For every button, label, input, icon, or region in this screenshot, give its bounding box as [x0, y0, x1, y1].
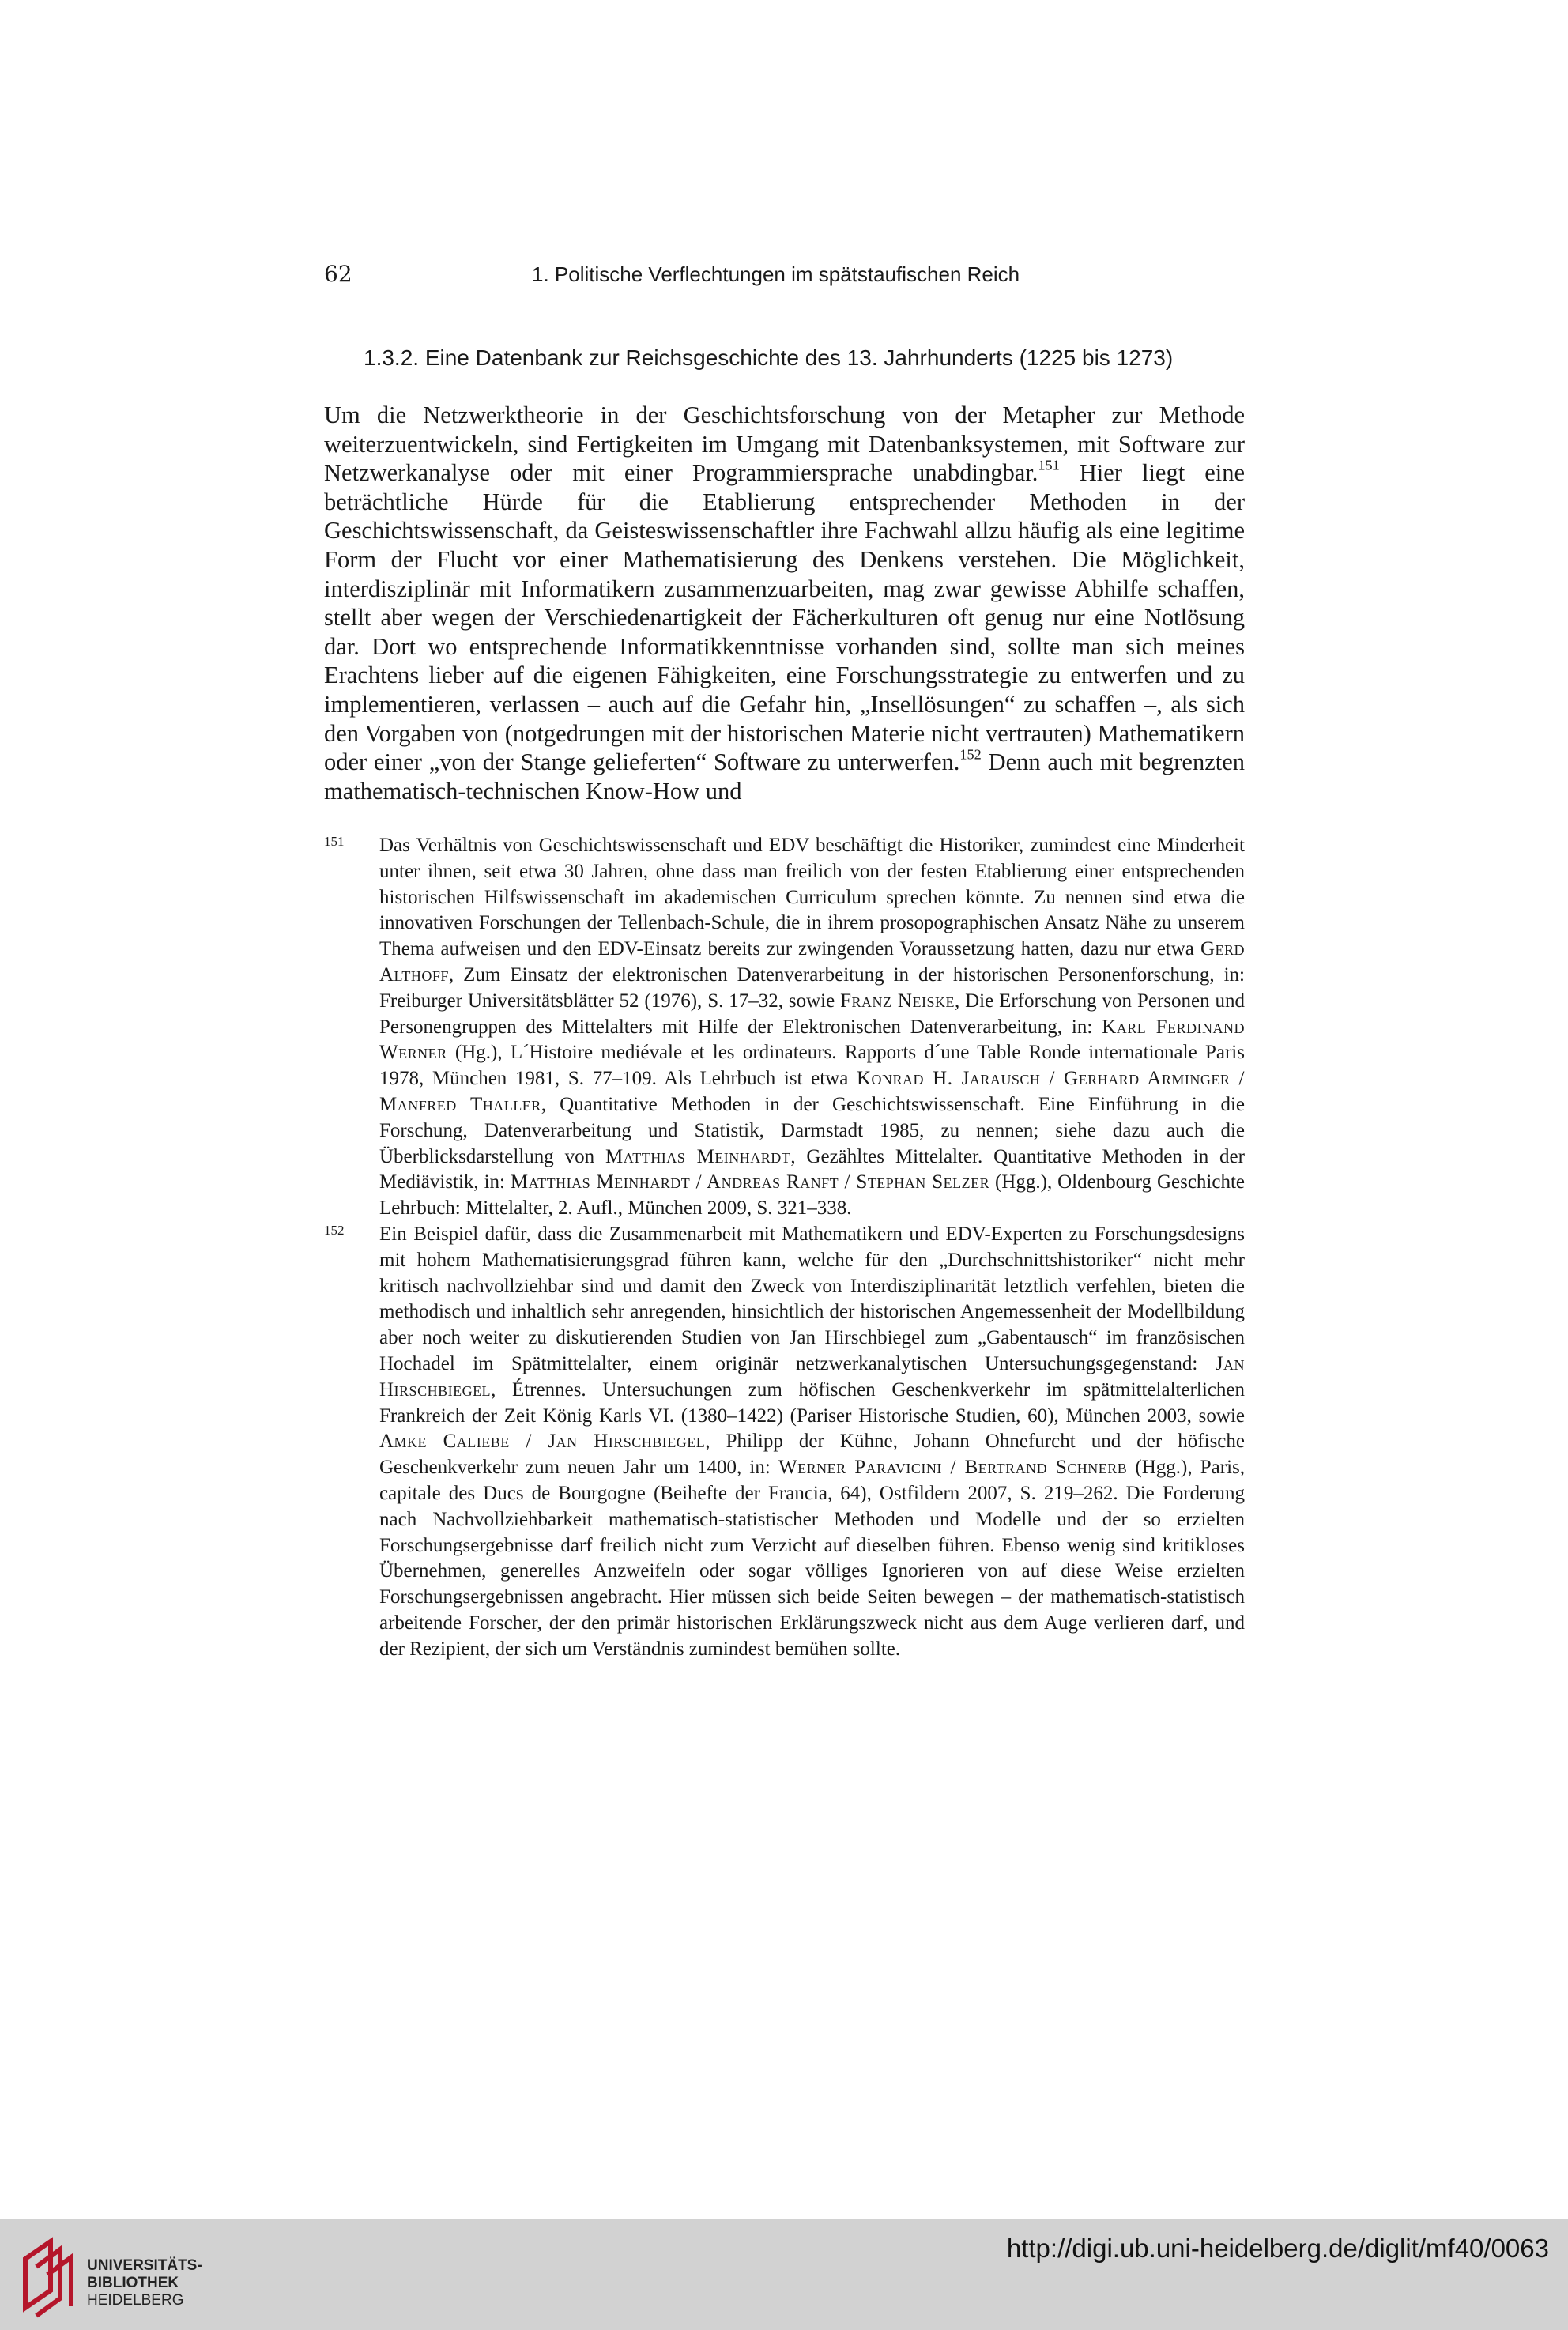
running-head: 1. Politische Verflechtungen im spätstaufischen Reich: [532, 262, 1020, 286]
footnote-151: [324, 833, 1245, 1222]
footnote-text: [379, 1222, 1245, 1663]
footnotes: [324, 833, 1245, 1663]
library-logo[interactable]: [19, 2235, 248, 2322]
library-logo-icon: [19, 2235, 82, 2321]
footnote-text-part: , Quantitative Methoden in der Geschichtswissenschaft. Eine Einführung in die Forschung, Datenverarbeitung und Statistik, Darmstadt 1985, zu nennen; siehe dazu auch die Überblicksdarstellung von: [379, 1093, 1245, 1167]
author-name: Matthias Meinhardt: [605, 1145, 791, 1167]
footnote-152: [324, 1222, 1245, 1663]
footnote-number: 151: [324, 834, 345, 849]
footnote-text-part: , Étrennes. Untersuchungen zum höfischen Geschenkverkehr im spätmittelalterlichen Frankreich der Zeit König Karls VI. (1380–1422) (Pariser Historische Studien, 60), München 2003, sowie: [379, 1378, 1245, 1427]
footnote-text-part: , Zum Einsatz der elektronischen Datenverarbeitung in der historischen Personenforschung, in: Freiburger Universitätsblätter 52 (1976), S. 17–32, sowie: [379, 963, 1245, 1012]
body-text-part: Um die Netzwerktheorie in der Geschichtsforschung von der Metapher zur Methode weiterzuentwickeln, sind Fertigkeiten im Umgang mit Datenbanksystemen, mit Software zur Netzwerkanalyse oder mit einer Programmiersprache unabdingbar.: [324, 402, 1245, 487]
logo-line: UNIVERSITÄTS-: [87, 2257, 202, 2274]
author-name: Matthias Meinhardt / Andreas Ranft / Stephan Selzer: [510, 1171, 990, 1193]
footnote-text-part: (Hgg.), Oldenbourg Geschichte Lehrbuch: Mittelalter, 2. Aufl., München 2009, S. 321–338.: [379, 1171, 1245, 1220]
footnote-number: 152: [324, 1222, 345, 1238]
author-name: Jan Hirschbiegel: [379, 1352, 1245, 1401]
logo-line: BIBLIOTHEK: [87, 2275, 179, 2291]
library-logo-text: [87, 2257, 202, 2309]
page-number: 62: [324, 261, 352, 287]
author-name: Franz Neiske: [840, 990, 955, 1012]
footnote-text-part: , Die Erforschung von Personen und Personengruppen des Mittelalters mit Hilfe der Elektronischen Datenverarbeitung, in:: [379, 990, 1245, 1038]
author-name: Karl Ferdinand Werner: [379, 1016, 1246, 1064]
author-name: Werner Paravicini / Bertrand Schnerb: [778, 1457, 1128, 1479]
footnote-text-part: Das Verhältnis von Geschichtswissenschaft und EDV beschäftigt die Historiker, zumindest eine Minderheit unter ihnen, seit etwa 30 Jahren, ohne dass man freilich von der festen Etablierung einer entsprechenden historischen Hilfswissenschaft im akademischen Curriculum sprechen könnte. Zu nennen sind etwa die innovativen Forschungen der Tellenbach-Schule, die in ihrem prosopographischen Ansatz Nähe zu unserem Thema aufweisen und den EDV-Einsatz bereits zur zwingenden Voraussetzung hatten, dazu nur etwa: [379, 835, 1245, 960]
body-paragraph: [324, 401, 1245, 805]
footnote-text-part: , Gezähltes Mittelalter. Quantitative Methoden in der Mediävistik, in:: [379, 1145, 1245, 1193]
author-name: Konrad H. Jarausch / Gerhard Arminger / Manfred Thaller: [379, 1068, 1245, 1115]
footnote-ref-152[interactable]: 152: [959, 746, 982, 763]
footnote-text-part: (Hg.), L´Histoire mediévale et les ordinateurs. Rapports d´une Table Ronde internationale Paris 1978, München 1981, S. 77–109. Als Lehrbuch ist etwa: [379, 1042, 1245, 1090]
body-text-part: Denn auch mit begrenzten mathematisch-technischen Know-How und: [324, 748, 1245, 805]
author-name: Gerd Althoff: [379, 938, 1245, 986]
footnote-ref-151[interactable]: 151: [1038, 457, 1060, 473]
footnote-text: [379, 833, 1245, 1222]
body-text-part: Hier liegt eine beträchtliche Hürde für die Etablierung entsprechender Methoden in der Geschichtswissenschaft, da Geisteswissenschaftler ihre Fachwahl allzu häufig als eine legitime Form der Flucht vor einer Mathematisierung des Denkens verstehen. Die Möglichkeit, interdisziplinär mit Informatikern zusammenzuarbeiten, mag zwar gewisse Abhilfe schaffen, stellt aber wegen der Verschiedenartigkeit der Fächerkulturen oft genug nur eine Notlösung dar. Dort wo entsprechende Informatikkenntnisse vorhanden sind, sollte man sich meines Erachtens lieber auf die eigenen Fähigkeiten, eine Forschungsstrategie zu entwerfen und zu implementieren, verlassen – auch auf die Gefahr hin, „Insellösungen“ zu schaffen –, als sich den Vorgaben von (notgedrungen mit der historischen Materie nicht vertrauten) Mathematikern oder einer „von der Stange gelieferten“ Software zu unterwerfen.: [324, 459, 1245, 776]
footnote-text-part: Ein Beispiel dafür, dass die Zusammenarbeit mit Mathematikern und EDV-Experten zu Forschungsdesigns mit hohem Mathematisierungsgrad führen kann, welche für den „Durchschnittshistoriker“ nicht mehr kritisch nachvollziehbar sind und damit den Zweck von Interdisziplinarität letztlich verfehlen, bieten die methodisch und inhaltlich sehr anregenden, hinsichtlich der historischen Angemessenheit der Modellbildung aber noch weiter zu diskutierenden Studien von Jan Hirschbiegel zum „Gabentausch“ im französischen Hochadel im Spätmittelalter, einem originär netzwerkanalytischen Untersuchungsgegenstand:: [379, 1223, 1245, 1374]
digitization-url-link[interactable]: http://digi.ub.uni-heidelberg.de/diglit/mf40/0063: [1006, 2234, 1549, 2263]
footnote-text-part: , Philipp der Kühne, Johann Ohnefurcht und der höfische Geschenkverkehr zum neuen Jahr um 1400, in:: [379, 1431, 1245, 1479]
logo-line: HEIDELBERG: [87, 2292, 184, 2309]
section-heading: 1.3.2. Eine Datenbank zur Reichsgeschichte des 13. Jahrhunderts (1225 bis 1273): [364, 345, 1174, 370]
author-name: Amke Caliebe / Jan Hirschbiegel: [379, 1431, 706, 1453]
footnote-text-part: (Hgg.), Paris, capitale des Ducs de Bourgogne (Beihefte der Francia, 64), Ostfildern 2007, S. 219–262. Die Forderung nach Nachvollziehbarkeit mathematisch-statistischer Methoden und Modelle und der so erzielten Forschungsergebnisse darf freilich nicht zum Verzicht auf dieselben führen. Ebenso wenig sind kritikloses Übernehmen, generelles Anzweifeln oder sogar völliges Ignorieren von auf diese Weise erzielten Forschungsergebnissen angebracht. Hier müssen sich beide Seiten bewegen – der mathematisch-statistisch arbeitende Forscher, der den primär historischen Erklärungszweck nicht aus dem Auge verlieren darf, und der Rezipient, der sich um Verständnis zumindest bemühen sollte.: [379, 1457, 1245, 1660]
